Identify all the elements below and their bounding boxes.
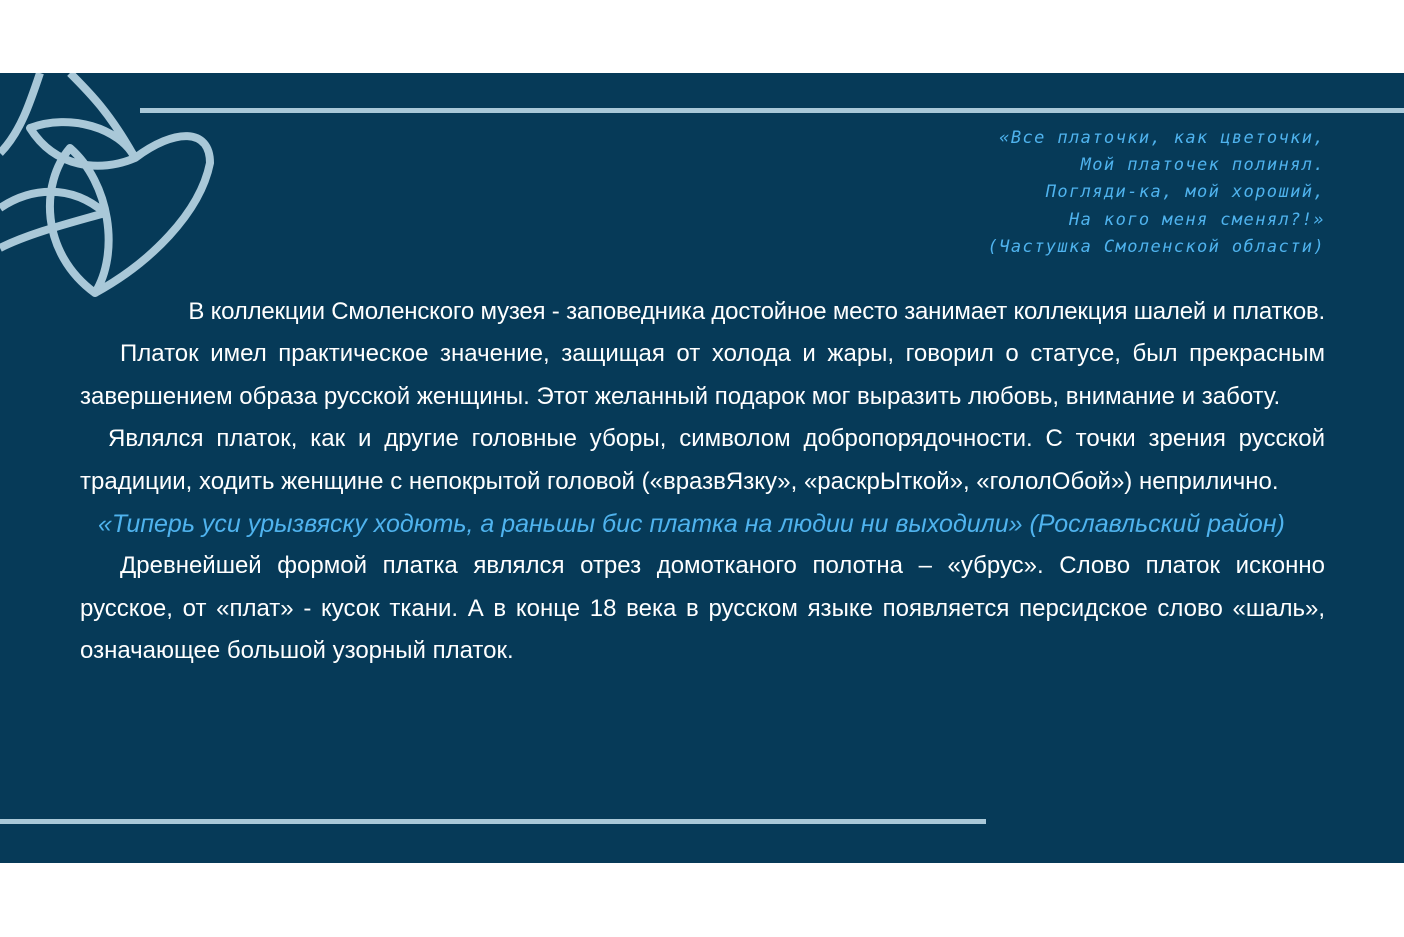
paragraph-intro: В коллекции Смоленского музея - заповедника достойное место занимает коллекция шалей и платков. (188, 298, 1325, 325)
epigraph-line: На кого меня сменял?!» (1069, 209, 1325, 230)
paragraph-history: Древнейшей формой платка являлся отрез домотканого полотна – «убрус». Слово платок исконно русское, от «плат» - кусок ткани. А в конце 18 века в русском языке появляется персидское слово «шаль», означающее большой узорный платок. (80, 552, 1325, 665)
slide (0, 73, 1404, 863)
top-divider-line (140, 108, 1404, 113)
epigraph-line: «Все платочки, как цветочки, (999, 128, 1325, 148)
paragraph-purpose: Платок имел практическое значение, защищая от холода и жары, говорил о статусе, был прекрасным завершением образа русской женщины. Этот желанный подарок мог выразить любовь, внимание и заботу. (80, 340, 1325, 410)
epigraph-line: Мой платочек полинял. (1080, 155, 1325, 176)
epigraph (805, 125, 1325, 261)
epigraph-source: (Частушка Смоленской области) (987, 236, 1325, 257)
dialect-quote: «Типерь уси урызвяску ходють, а раньшы бис платка на людии ни выходили» (Рославльский район) (98, 510, 1285, 539)
paragraph-symbol: Являлся платок, как и другие головные уборы, символом добропорядочности. С точки зрения русской традиции, ходить женщине с непокрытой головой («вразвЯзку», «раскрЫткой», «гололОбой») неприлично. (80, 425, 1325, 495)
bottom-divider-line (0, 819, 986, 824)
epigraph-line: Погляди-ка, мой хороший, (1045, 182, 1325, 203)
main-text (80, 291, 1325, 673)
